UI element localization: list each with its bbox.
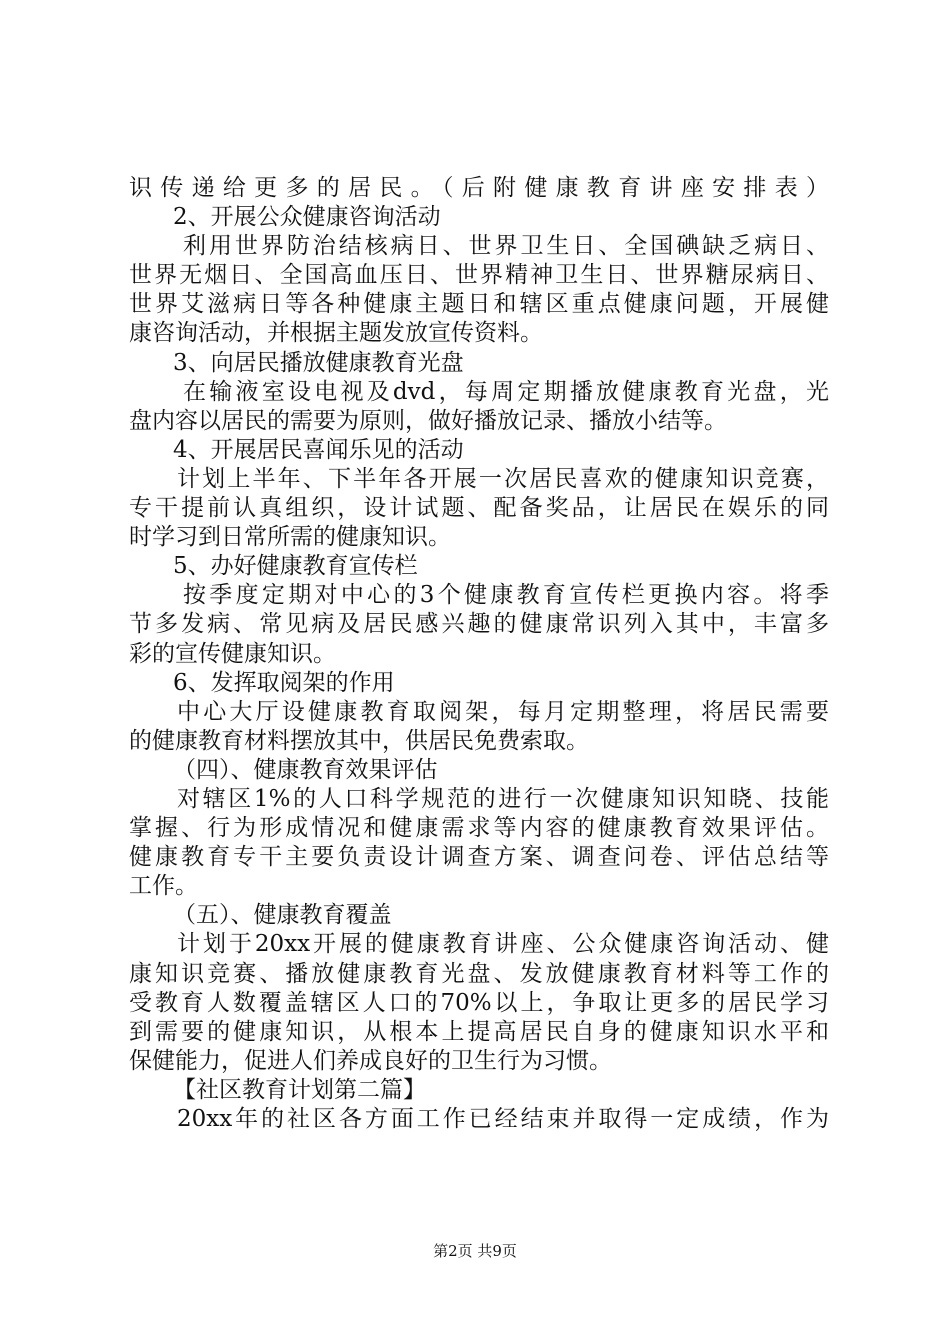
section-heading: （五）、健康教育覆盖 — [173, 902, 392, 929]
body-text-line: 受教育人数覆盖辖区人口的70%以上，争取让更多的居民学习 — [129, 989, 829, 1016]
body-text-line: 按季度定期对中心的3个健康教育宣传栏更换内容。将季 — [183, 582, 829, 609]
section-heading: （四）、健康教育效果评估 — [173, 756, 438, 783]
body-text-line: 康知识竞赛、播放健康教育光盘、发放健康教育材料等工作的 — [129, 960, 829, 987]
body-text-line: 掌握、行为形成情况和健康需求等内容的健康教育效果评估。 — [129, 815, 829, 842]
body-text-line: 利用世界防治结核病日、世界卫生日、全国碘缺乏病日、 — [183, 233, 829, 260]
body-text-line: 保健能力，促进人们养成良好的卫生行为习惯。 — [129, 1047, 612, 1074]
section-heading: 3、向居民播放健康教育光盘 — [173, 349, 464, 376]
section-heading: 6、发挥取阅架的作用 — [173, 669, 395, 696]
body-text-line: 在输液室设电视及dvd，每周定期播放健康教育光盘，光 — [183, 378, 829, 405]
section-heading: 2、开展公众健康咨询活动 — [173, 204, 441, 231]
body-text-line: 专干提前认真组织，设计试题、配备奖品，让居民在娱乐的同 — [129, 495, 829, 522]
body-text-line: 计划于20xx开展的健康教育讲座、公众健康咨询活动、健 — [177, 931, 829, 958]
body-text-line: 康咨询活动，并根据主题发放宣传资料。 — [129, 320, 543, 347]
document-body — [129, 174, 829, 1134]
section-heading: 4、开展居民喜闻乐见的活动 — [173, 436, 464, 463]
page-number-footer: 第2页 共9页 — [433, 1242, 517, 1260]
body-text-line: 盘内容以居民的需要为原则，做好播放记录、播放小结等。 — [129, 407, 727, 434]
body-text-line: 20xx年的社区各方面工作已经结束并取得一定成绩，作为 — [177, 1106, 829, 1132]
body-text-line: 工作。 — [129, 873, 198, 900]
body-text-line: 计划上半年、下半年各开展一次居民喜欢的健康知识竞赛， — [177, 465, 829, 492]
body-text-line: 识传递给更多的居民。（后附健康教育讲座安排表） — [129, 175, 829, 201]
section-heading: 5、办好健康教育宣传栏 — [173, 553, 418, 580]
body-text-line: 节多发病、常见病及居民感兴趣的健康常识列入其中，丰富多 — [129, 611, 829, 638]
body-text-line: 世界无烟日、全国高血压日、世界精神卫生日、世界糖尿病日、 — [129, 262, 829, 289]
body-text-line: 世界艾滋病日等各种健康主题日和辖区重点健康问题，开展健 — [129, 291, 829, 318]
body-text-line: 时学习到日常所需的健康知识。 — [129, 524, 451, 551]
body-text-line: 健康教育专干主要负责设计调查方案、调查问卷、评估总结等 — [129, 844, 829, 871]
section-heading: 【社区教育计划第二篇】 — [173, 1076, 426, 1103]
body-text-line: 彩的宣传健康知识。 — [129, 640, 336, 667]
body-text-line: 到需要的健康知识，从根本上提高居民自身的健康知识水平和 — [129, 1018, 829, 1045]
body-text-line: 对辖区1%的人口科学规范的进行一次健康知识知晓、技能 — [177, 785, 829, 812]
body-text-line: 的健康教育材料摆放其中，供居民免费索取。 — [129, 727, 589, 754]
body-text-line: 中心大厅设健康教育取阅架，每月定期整理，将居民需要 — [177, 698, 829, 725]
